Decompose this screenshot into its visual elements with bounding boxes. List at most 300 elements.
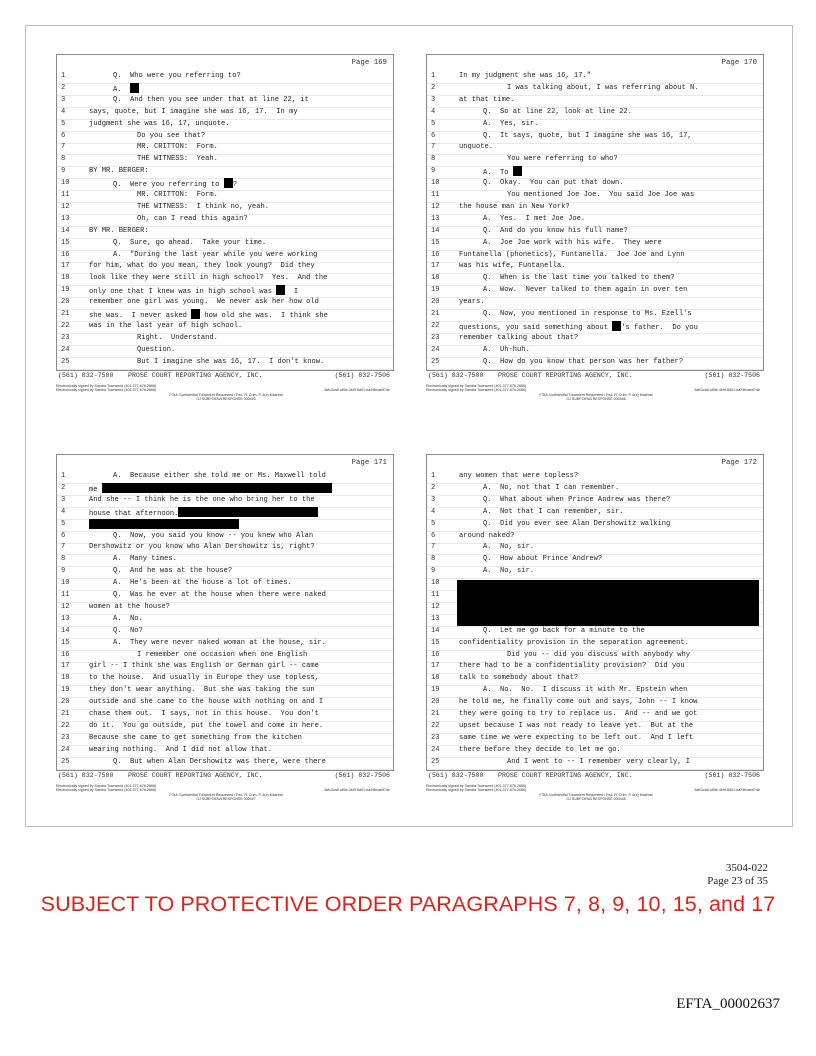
subpoena-response-number: GJ SUBPOENA RESPONSE 000446 (566, 397, 626, 402)
line-number: 20 (61, 698, 70, 707)
footer-center: PROSE COURT REPORTING AGENCY, INC. (498, 372, 633, 379)
line-text-body: A. Joe Joe work with his wife. They were (483, 238, 662, 247)
line-text-tail: I (285, 288, 299, 297)
line-text-body: Q. So at line 22, look at line 22. (483, 107, 632, 116)
line-text-body: And I went to -- I remember very clearly, I (507, 757, 691, 766)
transcript-page-171 (44, 436, 404, 806)
protective-order-notice: SUBJECT TO PROTECTIVE ORDER PARAGRAPHS 7, 8, 9, 10, 15, and 17 (40, 892, 776, 916)
line-number: 18 (431, 674, 440, 683)
line-text (89, 661, 319, 673)
redaction-bar (178, 507, 318, 517)
line-number: 13 (61, 614, 70, 623)
subpoena-response-number: GJ SUBPOENA RESPONSE 000445 (196, 397, 256, 402)
line-text (89, 673, 319, 685)
line-text (113, 71, 241, 83)
line-text-body: A. Yes. I met Joe Joe. (483, 214, 586, 223)
line-text (483, 119, 538, 131)
line-number: 6 (431, 131, 436, 140)
line-text-body: Q. Was he ever at the house when there were naked (113, 591, 326, 599)
line-text-body: at that time. (459, 95, 515, 104)
line-text-body: A. "During the last year while you were working (113, 250, 318, 259)
line-text-body: Q. It says, quote, but I imagine she was 16, 17, (483, 131, 692, 140)
line-text (483, 357, 683, 369)
line-number: 25 (61, 757, 70, 766)
signature-line: Electronically signed by Sandra Townsend (401-377-676-2666) (56, 388, 157, 393)
line-number: 5 (61, 119, 66, 128)
signature-line: Electronically signed by Sandra Townsend (401-377-676-2666) (56, 788, 157, 793)
line-text-body: Q. Were you referring to (113, 181, 224, 190)
signature-block (56, 384, 396, 402)
line-text-tail: ? (232, 181, 237, 190)
line-text-body: Q. Let me go back for a minute to the (483, 626, 645, 635)
line-text (89, 297, 319, 309)
line-text-body: girl -- I think she was English or German girl -- came (89, 662, 319, 671)
line-number: 18 (61, 274, 70, 283)
line-number: 19 (431, 686, 440, 695)
line-number: 7 (61, 543, 66, 552)
bates-number: EFTA_00002637 (676, 996, 780, 1012)
line-number: 25 (431, 357, 440, 366)
signature-line: Electronically signed by Sandra Townsend (401-377-676-2666) (426, 384, 527, 388)
line-text (483, 214, 585, 226)
line-number: 13 (431, 614, 440, 623)
line-number: 10 (431, 179, 440, 188)
line-text-body: Dershowitz or you know who Alan Dershowitz is, right? (89, 543, 315, 552)
signature-line: Electronically signed by Sandra Townsend (401-377-676-2666) (426, 784, 527, 788)
line-text-body: Did you -- did you discuss with anybody why (507, 650, 691, 659)
line-text (483, 566, 534, 578)
line-text-body: any women that were topless? (459, 472, 579, 480)
line-text-tail: 's father. Do you (621, 323, 698, 332)
line-text-body: Right. Understand. (137, 333, 218, 342)
line-text-body: was his wife, Funtanella. (459, 262, 566, 271)
footer-center: PROSE COURT REPORTING AGENCY, INC. (128, 372, 263, 379)
line-text-body: he told me, he finally come out and says, John -- I know (459, 698, 698, 707)
signature-line: Electronically signed by Sandra Townsend (401-377-676-2666) (426, 788, 527, 793)
line-text (137, 357, 324, 369)
line-text-body: BY MR. BERGER: (89, 167, 149, 176)
line-text (459, 661, 685, 673)
transcript-frame (426, 54, 764, 371)
line-text (113, 554, 177, 566)
line-number: 23 (61, 733, 70, 742)
line-number: 15 (61, 638, 70, 647)
line-text (507, 757, 690, 769)
line-text-body: Oh, can I read this again? (137, 214, 248, 223)
transcript-frame (56, 454, 394, 771)
line-text-body: A. No. No. I discuss it with Mr. Epstein when (483, 686, 688, 695)
line-text-body: years. (459, 298, 485, 307)
line-text-body: Q. Now, you mentioned in response to Ms. Ezell's (483, 310, 692, 318)
line-number: 1 (61, 472, 66, 480)
line-number: 22 (61, 721, 70, 730)
line-text (89, 697, 323, 709)
line-text (459, 531, 514, 543)
line-text (89, 321, 242, 333)
line-number: 17 (431, 262, 440, 271)
line-number: 3 (431, 95, 436, 104)
line-text-body: look like they were still in high school? Yes. And the (89, 274, 328, 283)
line-text-body: remember talking about that? (459, 333, 579, 342)
line-text (459, 745, 621, 757)
line-text (483, 554, 602, 566)
redaction-bar (513, 166, 522, 176)
line-text-body: to the house. And usually in Europe they use topless, (89, 674, 319, 683)
line-number: 2 (431, 483, 436, 492)
footer-center: PROSE COURT REPORTING AGENCY, INC. (128, 772, 263, 779)
redaction-bar (130, 83, 139, 93)
line-number: 12 (431, 602, 440, 611)
footer-left: (561) 832-7500 (58, 772, 114, 779)
line-text (459, 638, 689, 650)
line-text (89, 166, 149, 178)
line-text (137, 214, 248, 226)
line-text-body: A. Wow. Never talked to them again in over ten (483, 286, 688, 295)
line-text-body: You were referring to who? (507, 155, 618, 164)
line-text (483, 685, 687, 697)
line-text-body: BY MR. BERGER: (89, 226, 149, 235)
line-text (483, 285, 687, 297)
line-number: 15 (431, 638, 440, 647)
line-text (483, 178, 623, 190)
line-number: 20 (431, 298, 440, 307)
line-number: 10 (61, 179, 70, 188)
line-number: 12 (431, 202, 440, 211)
line-text-body: judgment she was 16, 17, unquote. (89, 119, 230, 128)
signature-block (56, 784, 396, 802)
line-text-body: unquote. (459, 143, 494, 152)
line-number: 3 (431, 495, 436, 504)
line-number: 22 (61, 321, 70, 330)
transcript-line (427, 357, 763, 370)
line-number: 6 (61, 531, 66, 540)
line-text (483, 495, 670, 507)
line-text-body: me (89, 485, 102, 494)
line-text-body: A. Yes, sir. (483, 119, 539, 128)
line-text-body: A. No, not that I can remember. (483, 483, 620, 492)
line-text-body: Because she came to get something from the kitchen (89, 733, 302, 742)
line-text (459, 95, 514, 107)
line-text (137, 142, 218, 154)
document-stamp (707, 862, 768, 888)
line-text (89, 542, 315, 554)
transcript-sheet (25, 25, 793, 827)
line-number: 7 (431, 143, 436, 152)
line-number: 23 (431, 733, 440, 742)
line-number: 11 (61, 591, 70, 599)
line-text (459, 297, 485, 309)
line-number: 8 (431, 555, 436, 564)
line-number: 14 (61, 226, 70, 235)
line-number: 21 (61, 310, 70, 318)
line-text (89, 745, 272, 757)
line-number: 7 (61, 143, 66, 152)
footer-center: PROSE COURT REPORTING AGENCY, INC. (498, 772, 633, 779)
line-text-body: But I imagine she was 16, 17. I don't know. (137, 357, 325, 366)
line-text (113, 638, 326, 650)
foia-notice: FOIA Confidential Treatment Requested / Fed. R. Crim. P. 6(e) Material (539, 392, 653, 397)
line-text-body: You mentioned Joe Joe. You said Joe Joe was (507, 191, 695, 199)
transcript-page-169 (44, 36, 404, 406)
line-number: 24 (61, 745, 70, 754)
line-text (483, 483, 619, 495)
line-text (137, 190, 218, 202)
line-number: 5 (61, 519, 66, 528)
line-text-body: A. No, sir. (483, 567, 535, 576)
line-text-body: chase them out. I says, not in this house. You don't (89, 710, 319, 718)
line-number: 17 (431, 662, 440, 671)
transcript-line (57, 357, 393, 370)
line-text (483, 345, 530, 357)
signature-line: Electronically signed by Sandra Townsend (401-377-676-2666) (56, 784, 157, 788)
line-number: 20 (61, 298, 70, 307)
line-number: 4 (61, 507, 66, 516)
line-text (483, 519, 670, 531)
redaction-bar (276, 285, 285, 295)
line-text-body: she was. I never asked (89, 312, 192, 320)
line-text-body: THE WITNESS: I think no, yeah. (137, 202, 269, 211)
line-text (89, 226, 149, 238)
line-text-body: same time we were expecting to be left out. And I left (459, 733, 694, 742)
line-number: 4 (431, 107, 436, 116)
line-text (137, 131, 205, 143)
line-text-body: confidentiality provision in the separation agreement. (459, 638, 689, 647)
line-text (113, 590, 326, 602)
line-number: 5 (431, 519, 436, 528)
line-number: 2 (431, 83, 436, 92)
line-text (459, 721, 693, 733)
line-number: 20 (431, 698, 440, 707)
line-text-body: do it. You go outside, put the towel and come in here. (89, 721, 324, 730)
line-text-body: questions, you said something about (459, 323, 613, 332)
line-text (137, 650, 307, 662)
line-number: 19 (431, 286, 440, 295)
line-number: 13 (431, 214, 440, 223)
redaction-bar (612, 321, 621, 331)
line-number: 16 (61, 650, 70, 659)
line-text-body: Q. What about when Prince Andrew was there? (483, 495, 671, 504)
line-text (459, 261, 565, 273)
line-text-body: A. (113, 85, 131, 94)
line-number: 5 (431, 119, 436, 128)
transcript-frame (56, 54, 394, 371)
signature-hash: 3afc3ca8-c89e-4b9f-8d01-ba29bcae87de (694, 788, 760, 792)
page-number: Page 170 (721, 59, 757, 67)
line-number: 9 (61, 567, 66, 576)
line-text-body: And she -- I think he is the one who bring her to the (89, 495, 315, 504)
line-number: 18 (431, 274, 440, 283)
line-text (459, 202, 570, 214)
line-text (89, 107, 298, 119)
line-number: 21 (61, 710, 70, 718)
line-number: 25 (431, 757, 440, 766)
line-text (507, 83, 699, 95)
line-number: 10 (61, 579, 70, 588)
line-text (89, 273, 327, 285)
line-number: 12 (61, 602, 70, 611)
line-text-body: they were going to try to replace us. And -- and we got (459, 710, 698, 718)
line-text-body: I was talking about, I was referring about N. (507, 83, 699, 92)
footer-left: (561) 832-7500 (428, 772, 484, 779)
line-number: 16 (61, 250, 70, 259)
line-number: 17 (61, 262, 70, 271)
line-text (483, 238, 662, 250)
line-number: 11 (431, 591, 440, 599)
transcript-page-172 (414, 436, 774, 806)
signature-line: Electronically signed by Sandra Townsend (401-377-676-2666) (426, 388, 527, 393)
line-text (459, 333, 578, 345)
line-text-body: wearing nothing. And I did not allow that. (89, 745, 273, 754)
line-text (137, 333, 218, 345)
page-number: Page 169 (351, 59, 387, 67)
line-text-body: Q. And do you know his full name? (483, 226, 628, 235)
line-number: 9 (61, 167, 66, 176)
line-text-body: A. No. (113, 614, 143, 623)
transcript-line (427, 757, 763, 770)
page-number: Page 171 (351, 459, 387, 467)
line-number: 14 (431, 226, 440, 235)
foia-notice: FOIA Confidential Treatment Requested / Fed. R. Crim. P. 6(e) Material (539, 792, 653, 797)
line-number: 16 (431, 250, 440, 259)
line-text-body: A. Uh-huh. (483, 345, 530, 354)
line-number: 8 (431, 155, 436, 164)
line-text (459, 142, 493, 154)
line-number: 6 (431, 531, 436, 540)
line-text (459, 250, 685, 262)
line-text-body: around naked? (459, 531, 515, 540)
line-text (113, 531, 313, 543)
line-text (113, 566, 232, 578)
line-number: 3 (61, 495, 66, 504)
line-text (113, 757, 326, 769)
line-number: 4 (431, 507, 436, 516)
line-text-body: Q. How about Prince Andrew? (483, 555, 603, 564)
line-text-body: A. Because either she told me or Ms. Maxwell told (113, 472, 326, 480)
line-text (89, 261, 315, 273)
line-text (483, 226, 628, 238)
line-text (483, 273, 675, 285)
line-text-body: remember one girl was young. We never ask her how old (89, 298, 319, 307)
line-number: 2 (61, 483, 66, 492)
line-text-body: there before they decide to let me go. (459, 745, 621, 754)
redaction-block (457, 580, 759, 626)
line-text-body: Q. But when Alan Dershowitz was there, were there (113, 757, 326, 766)
line-text-body: only one that I knew was in high school was (89, 288, 277, 297)
line-number: 24 (431, 745, 440, 754)
footer-left: (561) 832-7500 (428, 372, 484, 379)
line-text-body: women at the house? (89, 602, 170, 611)
line-number: 22 (431, 321, 440, 330)
line-text (113, 471, 326, 483)
line-number: 16 (431, 650, 440, 659)
line-text-body: says, quote, but I imagine she was 16, 17. In my (89, 107, 298, 116)
line-number: 21 (431, 310, 440, 318)
line-text-body: THE WITNESS: Yeah. (137, 155, 218, 164)
line-text (113, 614, 143, 626)
signature-block (426, 784, 766, 802)
line-text (483, 542, 534, 554)
line-text (459, 733, 693, 745)
line-number: 4 (61, 107, 66, 116)
line-text (89, 685, 315, 697)
line-number: 10 (431, 579, 440, 588)
line-number: 21 (431, 710, 440, 718)
line-text (459, 71, 591, 83)
line-number: 14 (61, 626, 70, 635)
line-text-body: house that afternoon. (89, 509, 179, 518)
line-text (89, 721, 323, 733)
line-text-body: A. To (483, 169, 513, 178)
line-text-body: Question. (137, 345, 176, 354)
line-number: 9 (431, 567, 436, 576)
line-number: 15 (61, 238, 70, 247)
line-text-body: In my judgment she was 16, 17." (459, 72, 591, 80)
line-number: 11 (61, 191, 70, 199)
line-text (459, 697, 697, 709)
line-text-body: MR. CRITTON: Form. (137, 143, 218, 152)
line-text-body: Q. Who were you referring to? (113, 72, 241, 80)
line-text (137, 202, 269, 214)
transcript-page-170 (414, 36, 774, 406)
line-text (459, 709, 697, 721)
line-text (483, 107, 632, 119)
line-number: 15 (431, 238, 440, 247)
line-number: 19 (61, 686, 70, 695)
line-number: 18 (61, 674, 70, 683)
line-text-body: A. No, sir. (483, 543, 535, 552)
line-text-body: they don't wear anything. But she was taking the sun (89, 686, 315, 695)
line-number: 2 (61, 83, 66, 92)
transcript-line (57, 757, 393, 770)
signature-hash: 3afc3ca8-c89e-4b9f-8d01-ba29bcae87de (324, 788, 390, 792)
line-text-body: Q. How do you know that person was her father? (483, 357, 684, 366)
line-number: 13 (61, 214, 70, 223)
line-text-body: Q. Okay. You can put that down. (483, 179, 624, 188)
footer-left: (561) 832-7500 (58, 372, 114, 379)
redaction-bar (224, 178, 233, 188)
foia-notice: FOIA Confidential Treatment Requested / Fed. R. Crim. P. 6(e) Material (169, 792, 283, 797)
line-text (137, 154, 218, 166)
document-id: 3504-022 (725, 862, 768, 874)
footer-right: (561) 832-7506 (704, 772, 760, 779)
footer-right: (561) 832-7506 (704, 372, 760, 379)
line-number: 23 (431, 333, 440, 342)
line-number: 7 (431, 543, 436, 552)
line-text-tail: how old she was. I think she (200, 312, 328, 320)
redaction-bar (102, 483, 332, 493)
redaction-bar (89, 519, 239, 529)
line-text (137, 345, 175, 357)
redaction-bar (191, 309, 200, 319)
line-number: 8 (61, 155, 66, 164)
subpoena-response-number: GJ SUBPOENA RESPONSE 000447 (196, 797, 256, 802)
line-text (483, 507, 623, 519)
line-text (89, 119, 229, 131)
line-text-body: Q. No? (113, 626, 143, 635)
page-number: Page 172 (721, 459, 757, 467)
line-text (507, 190, 694, 202)
line-number: 9 (431, 167, 436, 176)
line-number: 1 (61, 72, 66, 80)
line-text (483, 309, 692, 321)
line-text-body: Q. Sure, go ahead. Take your time. (113, 238, 267, 247)
transcript-frame (426, 454, 764, 771)
line-text (483, 131, 692, 143)
line-number: 17 (61, 662, 70, 671)
line-text-body: I remember one occasion when one English (137, 650, 308, 659)
line-text-body: the house man in New York? (459, 202, 570, 211)
line-text-body: was in the last year of high school. (89, 321, 243, 330)
